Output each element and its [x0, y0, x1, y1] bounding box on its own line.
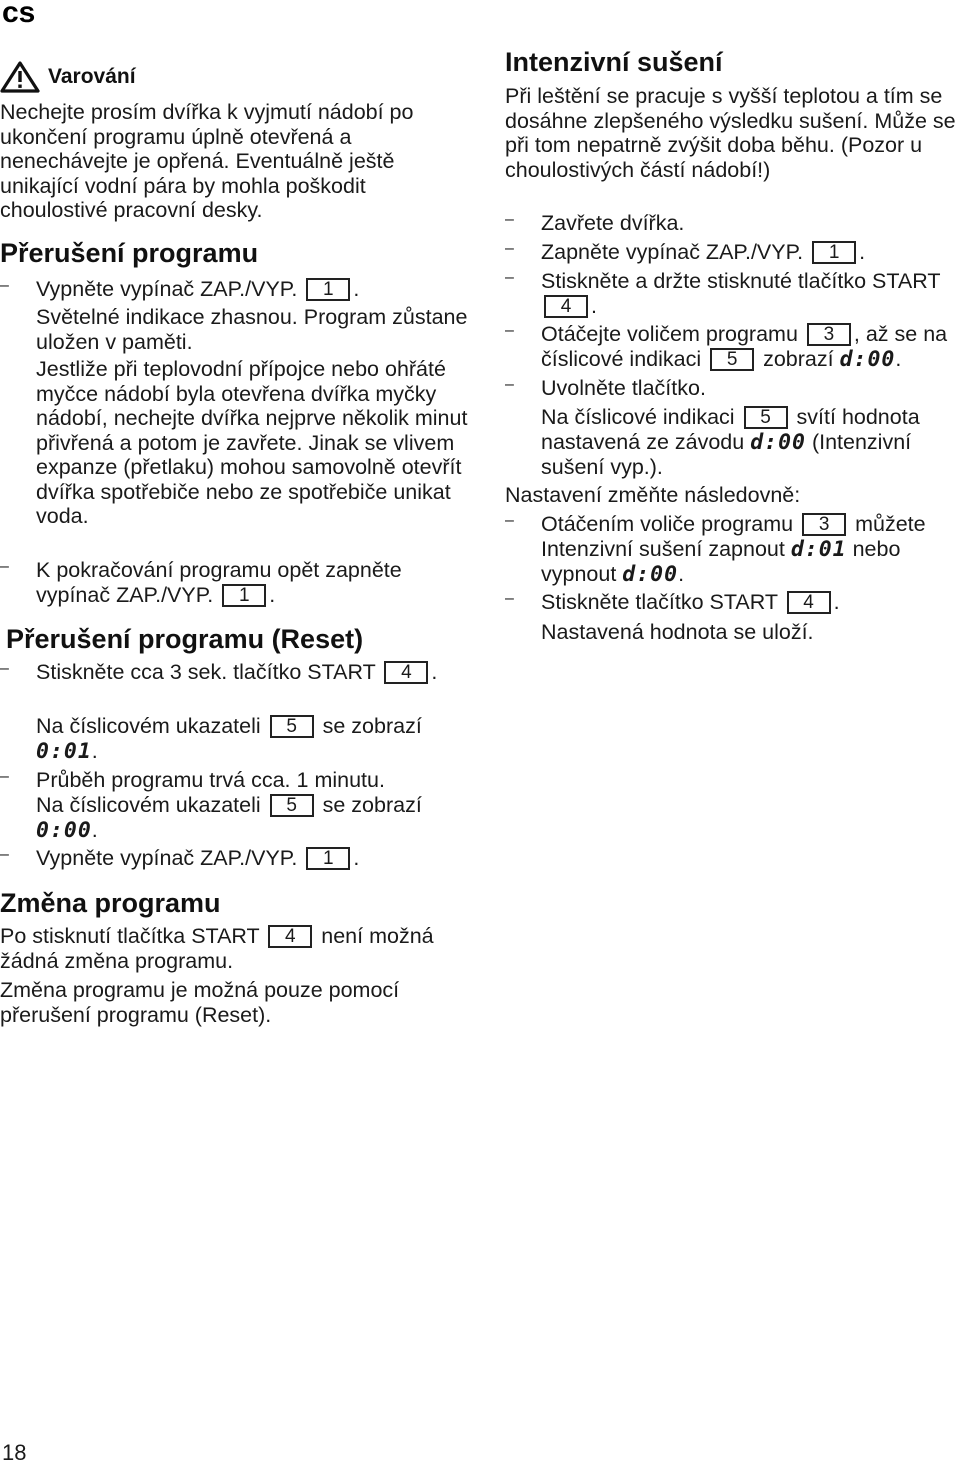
settings-step-1-text-b: můžete Intenzivní sušení zapnout: [541, 512, 926, 561]
dash-bullet: –: [0, 277, 9, 294]
intensive-step-4-text-c: zobrazí: [763, 346, 834, 371]
heading-intensive-drying: Intenzivní sušení: [505, 47, 723, 77]
intensive-intro: Při leštění se pracuje s vyšší teplotou a tím se dosáhne zlepšeného výsledku sušení. Může se při tom nepatrně zvýšit doba běhu. (Pozor u choulostivých částí nádobí!): [505, 84, 956, 182]
settings-step-1: [505, 512, 960, 588]
dash-bullet: –: [505, 211, 514, 228]
dash-bullet: –: [0, 660, 9, 677]
settings-intro: Nastavení změňte následovně:: [505, 483, 801, 507]
reset-step-3-text: Vypněte vypínač ZAP./VYP.: [36, 846, 298, 870]
reset-note-2-text: Na číslicovém ukazateli: [36, 793, 261, 817]
settings-note: Nastavená hodnota se uloží.: [541, 620, 814, 644]
change-paragraph-2: Změna programu je možná pouze pomocí přerušení programu (Reset).: [0, 978, 400, 1027]
intensive-step-2: [505, 240, 960, 265]
language-code: cs: [2, 0, 36, 29]
interrupt-note-1: Světelné indikace zhasnou. Program zůstane uložen v paměti.: [36, 305, 468, 354]
intensive-step-3: [505, 269, 960, 318]
dash-bullet: –: [0, 558, 9, 575]
settings-step-1-text-c: nebo vypnout: [541, 536, 901, 586]
heading-program-interrupt: Přerušení programu: [0, 238, 259, 268]
warning-triangle-icon: [0, 60, 40, 94]
display-value: d:00: [839, 346, 896, 372]
reset-note-1-text: Na číslicovém ukazateli: [36, 714, 261, 738]
dash-bullet: –: [505, 322, 514, 339]
program-selector-key-3: 3: [807, 323, 851, 346]
punct: .: [431, 660, 438, 684]
page-number: 18: [2, 1440, 27, 1465]
display-key-5: 5: [744, 406, 788, 429]
settings-step-2: [505, 590, 960, 615]
display-value: 0:00: [36, 817, 92, 843]
intensive-step-4-text: Otáčejte voličem programu: [541, 322, 798, 346]
punct: .: [678, 562, 685, 586]
display-value: 0:01: [36, 738, 92, 764]
reset-step-3: [0, 846, 470, 871]
reset-step-2: [0, 768, 470, 793]
start-key-4: 4: [268, 925, 312, 948]
reset-note-1: [36, 714, 470, 764]
settings-step-2-text: Stiskněte tlačítko START: [541, 590, 778, 614]
dash-bullet: –: [505, 240, 514, 257]
display-key-5: 5: [710, 348, 754, 371]
interrupt-step-2-text: K pokračování programu opět zapněte vypínač ZAP./VYP.: [36, 558, 402, 607]
punct: .: [353, 846, 360, 870]
dash-bullet: –: [505, 376, 514, 393]
reset-note-2-text-b: se zobrazí: [322, 793, 422, 817]
dash-bullet: –: [0, 768, 9, 785]
punct: .: [269, 582, 276, 607]
intensive-step-1: [505, 211, 960, 236]
dash-bullet: –: [505, 269, 514, 286]
interrupt-step-1: [0, 277, 470, 302]
start-key-4: 4: [384, 661, 428, 684]
punct: .: [591, 293, 597, 318]
display-value: d:01: [790, 536, 847, 562]
intensive-note-5-text: Na číslicové indikaci: [541, 405, 735, 429]
intensive-step-4: [505, 322, 960, 372]
punct: .: [91, 738, 98, 763]
punct: .: [895, 346, 902, 371]
intensive-step-4-text-b: , až se na číslicové indikaci: [541, 322, 948, 371]
on-off-key-1: 1: [306, 847, 350, 870]
punct: .: [353, 277, 360, 301]
heading-reset: Přerušení programu (Reset): [6, 624, 364, 654]
change-p1-text-b: není možná žádná změna programu.: [0, 924, 434, 973]
intensive-note-5-text-b: svítí hodnota nastavená ze závodu: [541, 405, 920, 454]
dash-bullet: –: [0, 846, 9, 863]
intensive-step-5: [505, 376, 960, 401]
dash-bullet: –: [505, 590, 514, 607]
interrupt-step-1-text: Vypněte vypínač ZAP./VYP.: [36, 277, 298, 301]
reset-note-2: [36, 793, 470, 843]
intensive-note-5-text-c: (Intenzivní sušení vyp.).: [541, 429, 912, 479]
heading-program-change: Změna programu: [0, 888, 221, 918]
interrupt-note-2: Jestliže při teplovodní přípojce nebo ohřáté myčce nádobí byla otevřena dvířka myčky nádobí, nechejte dvířka nejprve několik minut přivřená a potom je zavřete. Jinak se vlivem expanze (přetlaku) mohou samovolně otevřít dvířka spotřebiče nebo ze spotřebiče unikat voda.: [36, 357, 468, 528]
start-key-4: 4: [544, 295, 588, 318]
change-p1-text: Po stisknutí tlačítka START: [0, 924, 260, 948]
settings-step-1-text: Otáčením voliče programu: [541, 512, 794, 536]
punct: .: [833, 590, 840, 614]
reset-step-1: [0, 660, 470, 685]
interrupt-step-2: [0, 558, 470, 607]
reset-step-1-text: Stiskněte cca 3 sek. tlačítko START: [36, 660, 376, 684]
punct: .: [91, 817, 98, 842]
display-key-5: 5: [270, 715, 314, 738]
punct: .: [859, 240, 866, 264]
on-off-key-1: 1: [306, 278, 350, 301]
display-value: d:00: [750, 429, 806, 455]
reset-step-2-text: Průběh programu trvá cca. 1 minutu.: [36, 768, 385, 792]
on-off-key-1: 1: [812, 241, 856, 264]
intensive-step-3-text: Stiskněte a držte stisknuté tlačítko START: [541, 269, 941, 293]
warning-heading: [0, 60, 470, 94]
reset-note-1-text-b: se zobrazí: [322, 714, 422, 738]
program-selector-key-3: 3: [802, 513, 846, 536]
warning-text: Nechejte prosím dvířka k vyjmutí nádobí po ukončení programu úplně otevřená a nenechávejte je opřená. Eventuálně ještě unikající vodní pára by mohla poškodit choulostivé pracovní desky.: [0, 100, 414, 222]
warning-title: Varování: [48, 65, 136, 88]
intensive-step-1-text: Zavřete dvířka.: [541, 211, 685, 235]
display-value: d:00: [622, 562, 679, 587]
intensive-note-5: [541, 405, 960, 480]
on-off-key-1: 1: [222, 584, 266, 607]
intensive-step-2-text: Zapněte vypínač ZAP./VYP.: [541, 240, 804, 264]
dash-bullet: –: [505, 512, 514, 529]
change-paragraph-1: [0, 924, 470, 973]
start-key-4: 4: [787, 591, 831, 614]
intensive-step-5-text: Uvolněte tlačítko.: [541, 376, 706, 400]
display-key-5: 5: [270, 794, 314, 817]
